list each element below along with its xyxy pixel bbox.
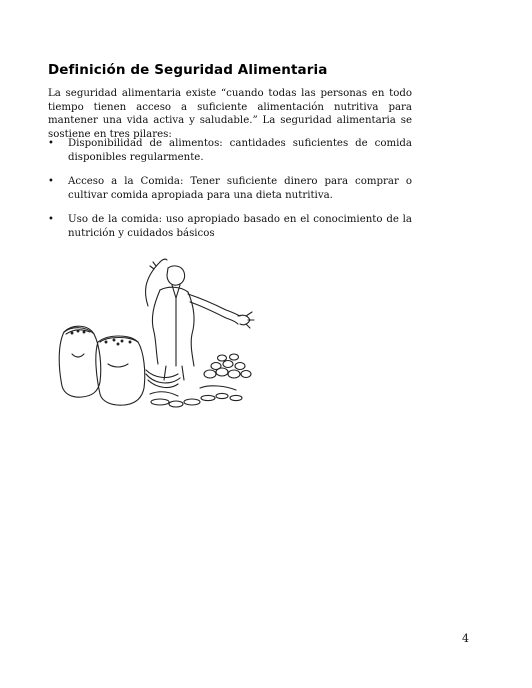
intro-paragraph: La seguridad alimentaria existe “cuando todas las personas en todo tiempo tienen acceso a suficiente alimentación nutritiva para mantener una vida activa y saludable.” La seguridad alimentaria se sostiene en tres pilares: xyxy=(48,88,412,140)
pillars-list xyxy=(48,137,412,251)
person-with-food-sacks-illustration xyxy=(50,254,272,426)
list-item-text: Uso de la comida: uso apropiado basado en el conocimiento de la nutrición y cuidados básicos xyxy=(68,214,412,239)
page-number: 4 xyxy=(462,632,469,645)
list-item xyxy=(48,175,412,202)
person-figure xyxy=(146,259,254,380)
bullet-marker: • xyxy=(48,214,54,225)
section-heading: Definición de Seguridad Alimentaria xyxy=(48,62,328,78)
list-item-text: Disponibilidad de alimentos: cantidades suficientes de comida disponibles regularmente. xyxy=(68,138,412,163)
produce-piles xyxy=(146,354,251,407)
list-item-text: Acceso a la Comida: Tener suficiente dinero para comprar o cultivar comida apropiada para una dieta nutritiva. xyxy=(68,176,412,201)
bullet-marker: • xyxy=(48,176,54,187)
bullet-marker: • xyxy=(48,138,54,149)
grain-sacks xyxy=(59,326,145,405)
list-item xyxy=(48,137,412,164)
list-item xyxy=(48,213,412,240)
